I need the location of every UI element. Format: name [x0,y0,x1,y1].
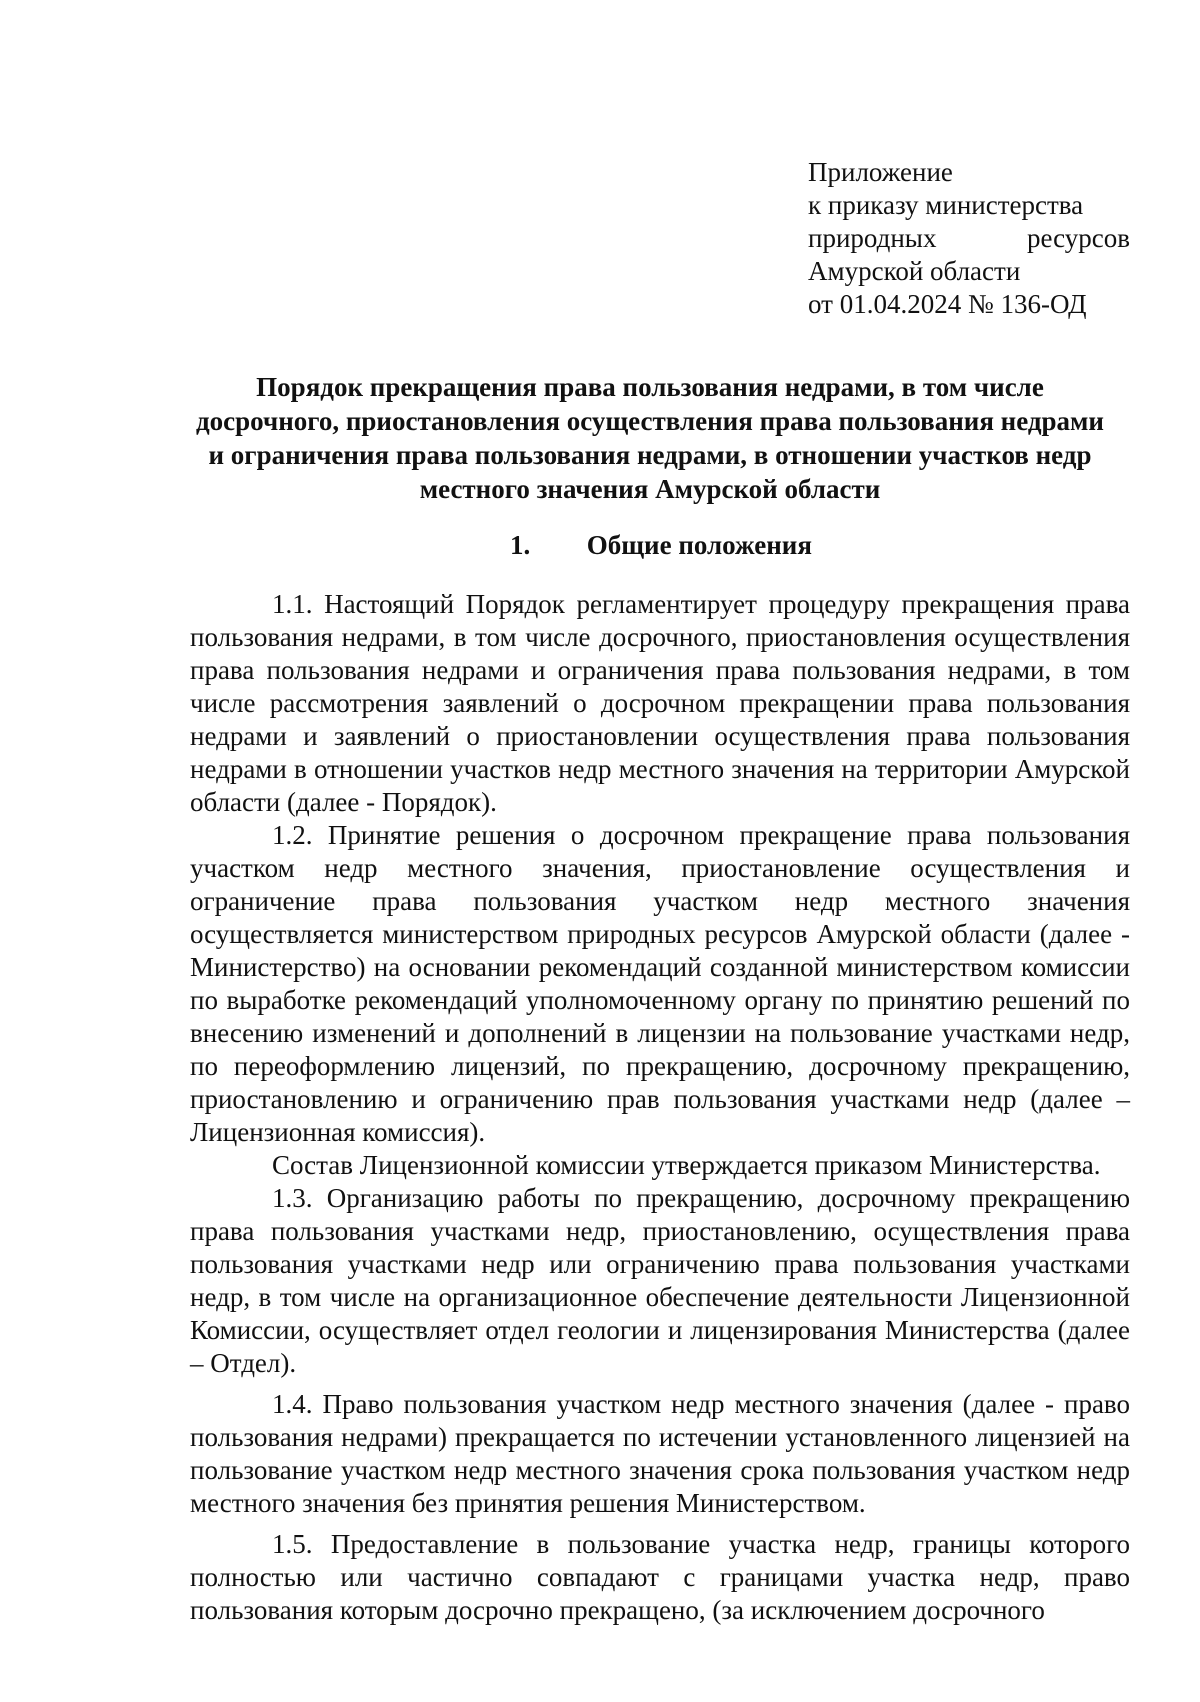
paragraph-1-2-commission: Состав Лицензионной комиссии утверждается приказом Министерства. [272,1150,1101,1180]
appendix-header [808,156,1130,321]
appendix-line: Приложение [808,157,953,187]
paragraph-1-3: 1.3. Организацию работы по прекращению, досрочному прекращению права пользования участками недр, приостановлению, осуществления права пользования участками недр или ограничению права пользования участками недр, в том числе на организационное обеспечение деятельности Лицензионной Комиссии, осуществляет отдел геологии и лицензирования Министерства (далее – Отдел). [190,1183,1130,1378]
paragraph-1-1: 1.1. Настоящий Порядок регламентирует процедуру прекращения права пользования недрами, в том числе досрочного, приостановления осуществления права пользования недрами и ограничения права пользования недрами, в том числе рассмотрения заявлений о досрочном прекращении права пользования недрами и заявлений о приостановлении осуществления права пользования недрами в отношении участков недр местного значения на территории Амурской области (далее - Порядок). [190,589,1130,817]
title-line: досрочного, приостановления осуществления права пользования недрами [196,406,1104,436]
appendix-line: к приказу министерства [808,190,1084,220]
paragraph-1-4: 1.4. Право пользования участком недр местного значения (далее - право пользования недрами) прекращается по истечении установленного лицензией на пользование участком недр местного значения срока пользования участком недр местного значения без принятия решения Министерством. [190,1389,1130,1518]
title-line: местного значения Амурской области [419,474,881,504]
paragraph-1-5: 1.5. Предоставление в пользование участка недр, границы которого полностью или частично совпадают с границами участка недр, право пользования которым досрочно прекращено, (за исключением досрочного [190,1529,1130,1625]
appendix-line: Амурской области [808,256,1021,286]
section-heading [510,528,812,562]
appendix-word: ресурсов [1026,223,1130,253]
section-title: Общие положения [586,530,812,560]
document-body [190,588,1130,1627]
document-title [180,370,1120,506]
section-number: 1. [510,530,531,560]
appendix-word: природных [808,223,937,253]
appendix-line [808,222,1130,255]
appendix-order-date: от 01.04.2024 № 136-ОД [808,289,1087,319]
paragraph-1-2: 1.2. Принятие решения о досрочном прекращение права пользования участком недр местного значения, приостановление осуществления и ограничение права пользования участком недр местного значения осуществляется министерством природных ресурсов Амурской области (далее - Министерство) на основании рекомендаций созданной министерством комиссии по выработке рекомендаций уполномоченному органу по принятию решений по внесению изменений и дополнений в лицензии на пользование участками недр, по переоформлению лицензий, по прекращению, досрочному прекращению, приостановлению и ограничению прав пользования участками недр (далее – Лицензионная комиссия). [190,820,1130,1147]
title-line: и ограничения права пользования недрами, в отношении участков недр [208,440,1092,470]
title-line: Порядок прекращения права пользования недрами, в том числе [256,372,1044,402]
